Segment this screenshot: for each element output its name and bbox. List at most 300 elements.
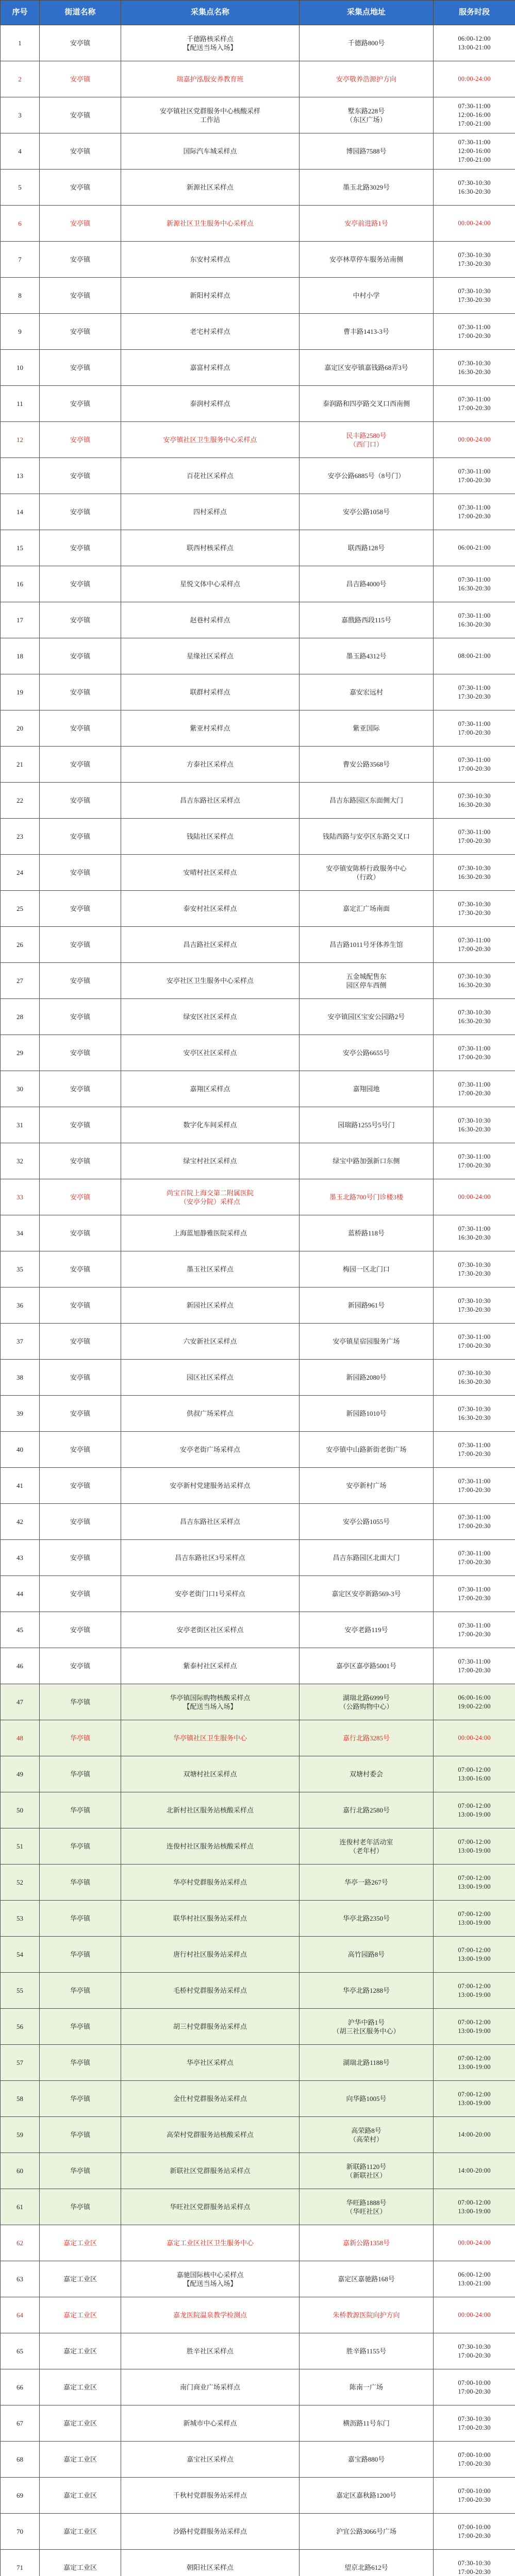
table-row — [1, 278, 515, 314]
row-street: 安亭镇 — [40, 1396, 121, 1432]
row-site-name: 新源社区采样点 — [121, 170, 300, 206]
row-no: 18 — [1, 638, 40, 674]
row-address: 安亭新村广场 — [300, 1468, 434, 1504]
row-street: 嘉定工业区 — [40, 2442, 121, 2478]
row-address: 新园路961号 — [300, 1287, 434, 1324]
row-site-name: 安亭新村党建服务站采样点 — [121, 1468, 300, 1504]
table-row — [1, 1468, 515, 1504]
row-address: 梅园一区北门口 — [300, 1251, 434, 1287]
table-row — [1, 530, 515, 566]
table-row — [1, 458, 515, 494]
row-site-name: 胜辛社区采样点 — [121, 2333, 300, 2369]
row-no: 62 — [1, 2225, 40, 2261]
row-site-name: 安亭老街广场采样点 — [121, 1432, 300, 1468]
row-street: 嘉定工业区 — [40, 2333, 121, 2369]
row-site-name: 唐行村社区服务站采样点 — [121, 1937, 300, 1973]
row-address: 安亭公路1055号 — [300, 1504, 434, 1540]
row-service-hours: 00:00-24:00 — [434, 1179, 515, 1215]
row-street: 华亭镇 — [40, 1901, 121, 1937]
table-row — [1, 386, 515, 422]
row-street: 华亭镇 — [40, 1973, 121, 2009]
row-site-name: 千德路核采样点 【配送当场入场】 — [121, 25, 300, 61]
row-site-name: 华亭社区采样点 — [121, 2045, 300, 2081]
row-no: 33 — [1, 1179, 40, 1215]
row-site-name: 安亭区社区采样点 — [121, 1035, 300, 1071]
row-address: 横沥路11号东门 — [300, 2405, 434, 2442]
row-address: 嘉安宏远村 — [300, 674, 434, 710]
row-site-name: 华亭镇社区卫生服务中心 — [121, 1720, 300, 1756]
row-no: 48 — [1, 1720, 40, 1756]
row-site-name: 胡三村党群服务站采样点 — [121, 2009, 300, 2045]
row-street: 安亭镇 — [40, 1612, 121, 1648]
row-address: 嘉行北路3285号 — [300, 1720, 434, 1756]
row-service-hours: 06:00-12:00 13:00-21:00 — [434, 2261, 515, 2297]
row-site-name: 安亭镇社区党群服务中心核酸采样 工作站 — [121, 97, 300, 133]
row-no: 3 — [1, 97, 40, 133]
row-no: 36 — [1, 1287, 40, 1324]
table-row — [1, 1107, 515, 1143]
table-row — [1, 2261, 515, 2297]
row-site-name: 瑞嘉护泓服安养教育班 — [121, 61, 300, 97]
row-no: 63 — [1, 2261, 40, 2297]
row-address: 民丰路2580号 （西门口） — [300, 422, 434, 458]
row-street: 安亭镇 — [40, 1035, 121, 1071]
table-body — [1, 25, 515, 2576]
row-service-hours: 07:30-10:30 16:30-20:30 — [434, 999, 515, 1035]
row-address: 向华路1005号 — [300, 2081, 434, 2117]
row-no: 54 — [1, 1937, 40, 1973]
table-row — [1, 2189, 515, 2225]
row-service-hours: 14:00-20:00 — [434, 2153, 515, 2189]
table-row — [1, 2369, 515, 2405]
row-site-name: 新园社区采样点 — [121, 1287, 300, 1324]
row-street: 安亭镇 — [40, 963, 121, 999]
row-site-name: 百花社区采样点 — [121, 458, 300, 494]
row-site-name: 墨玉社区采样点 — [121, 1251, 300, 1287]
row-no: 20 — [1, 710, 40, 747]
table-row — [1, 350, 515, 386]
row-site-name: 数字化车间采样点 — [121, 1107, 300, 1143]
row-site-name: 国际汽车城采样点 — [121, 133, 300, 170]
row-service-hours: 07:30-10:30 17:30-20:30 — [434, 242, 515, 278]
row-service-hours: 07:30-11:00 17:00-20:30 — [434, 1071, 515, 1107]
row-no: 24 — [1, 855, 40, 891]
row-service-hours: 07:30-10:30 17:00-20:30 — [434, 2550, 515, 2576]
row-address: 嘉定区安亭新路569-3号 — [300, 1576, 434, 1612]
table-row — [1, 674, 515, 710]
row-no: 64 — [1, 2297, 40, 2333]
table-row — [1, 710, 515, 747]
row-street: 安亭镇 — [40, 1432, 121, 1468]
row-site-name: 嘉驰国际核中心采样点 【配送当场入场】 — [121, 2261, 300, 2297]
table-row — [1, 2081, 515, 2117]
row-no: 34 — [1, 1215, 40, 1251]
row-no: 70 — [1, 2514, 40, 2550]
row-no: 53 — [1, 1901, 40, 1937]
row-address: 钱陆西路与安亭区东路交叉口 — [300, 819, 434, 855]
row-service-hours: 07:30-11:00 17:00-20:30 — [434, 1468, 515, 1504]
row-service-hours: 07:30-11:00 17:00-20:30 — [434, 927, 515, 963]
row-site-name: 紫泰村社区采样点 — [121, 1648, 300, 1684]
row-no: 2 — [1, 61, 40, 97]
row-service-hours: 07:00-12:00 13:00-19:00 — [434, 1828, 515, 1865]
row-address: 嘉行北路2580号 — [300, 1792, 434, 1828]
table-row — [1, 963, 515, 999]
table-row — [1, 2153, 515, 2189]
row-no: 69 — [1, 2478, 40, 2514]
row-street: 安亭镇 — [40, 458, 121, 494]
table-row — [1, 891, 515, 927]
row-street: 华亭镇 — [40, 2153, 121, 2189]
row-address: 嘉定汇广场南面 — [300, 891, 434, 927]
row-street: 安亭镇 — [40, 1143, 121, 1179]
row-no: 16 — [1, 566, 40, 602]
table-row — [1, 2117, 515, 2153]
row-no: 43 — [1, 1540, 40, 1576]
row-no: 11 — [1, 386, 40, 422]
table-row — [1, 206, 515, 242]
row-street: 安亭镇 — [40, 1576, 121, 1612]
row-no: 65 — [1, 2333, 40, 2369]
row-service-hours: 07:00-10:00 17:00-20:30 — [434, 2478, 515, 2514]
row-site-name: 华亭村党群服务站采样点 — [121, 1865, 300, 1901]
row-street: 安亭镇 — [40, 999, 121, 1035]
row-address: 嘉戬路西段115号 — [300, 602, 434, 638]
row-address: 湖瑞北路6999号 （公路购物中心） — [300, 1684, 434, 1720]
table-row — [1, 1901, 515, 1937]
row-street: 安亭镇 — [40, 1504, 121, 1540]
row-street: 安亭镇 — [40, 278, 121, 314]
row-site-name: 绿宝村社区采样点 — [121, 1143, 300, 1179]
table-row — [1, 638, 515, 674]
row-address: 墨玉北路700号门诊楼3楼 — [300, 1179, 434, 1215]
row-street: 嘉定工业区 — [40, 2261, 121, 2297]
row-service-hours: 00:00-24:00 — [434, 1720, 515, 1756]
row-site-name: 东安村采样点 — [121, 242, 300, 278]
table-row — [1, 783, 515, 819]
row-site-name: 昌吉东路社区采样点 — [121, 1504, 300, 1540]
row-address: 新园路2080号 — [300, 1360, 434, 1396]
row-site-name: 上海蓝旭静雅医院采样点 — [121, 1215, 300, 1251]
row-address: 昌吉东路园区东面侧大门 — [300, 783, 434, 819]
row-site-name: 毛桥村党群服务站采样点 — [121, 1973, 300, 2009]
row-address: 墨玉北路3029号 — [300, 170, 434, 206]
row-site-name: 嘉定工业区社区卫生服务中心 — [121, 2225, 300, 2261]
table-row — [1, 314, 515, 350]
row-no: 47 — [1, 1684, 40, 1720]
row-street: 嘉定工业区 — [40, 2369, 121, 2405]
row-address: 安亭老路119号 — [300, 1612, 434, 1648]
row-service-hours: 07:00-10:00 17:00-20:30 — [434, 2442, 515, 2478]
row-service-hours: 07:30-10:30 17:00-20:30 — [434, 2333, 515, 2369]
row-no: 9 — [1, 314, 40, 350]
row-site-name: 嘉富村采样点 — [121, 350, 300, 386]
row-address: 安亭公路1058号 — [300, 494, 434, 530]
row-street: 安亭镇 — [40, 1071, 121, 1107]
row-address: 新联路1120号 （新联社区） — [300, 2153, 434, 2189]
row-service-hours: 07:30-10:30 16:30-20:30 — [434, 170, 515, 206]
table-row — [1, 1612, 515, 1648]
table-row — [1, 1324, 515, 1360]
table-row — [1, 1251, 515, 1287]
row-service-hours: 07:00-12:00 13:00-19:00 — [434, 1792, 515, 1828]
row-street: 华亭镇 — [40, 1720, 121, 1756]
row-site-name: 供叔广场采样点 — [121, 1396, 300, 1432]
row-site-name: 连俊村社区服务站核酸采样点 — [121, 1828, 300, 1865]
row-no: 52 — [1, 1865, 40, 1901]
row-no: 56 — [1, 2009, 40, 2045]
row-no: 60 — [1, 2153, 40, 2189]
row-address: 昌吉路4000号 — [300, 566, 434, 602]
row-street: 嘉定工业区 — [40, 2297, 121, 2333]
table-row — [1, 2225, 515, 2261]
row-street: 嘉定工业区 — [40, 2550, 121, 2576]
row-street: 华亭镇 — [40, 1792, 121, 1828]
row-no: 37 — [1, 1324, 40, 1360]
row-address: 墨玉路4312号 — [300, 638, 434, 674]
header-site-name: 采集点名称 — [121, 1, 300, 25]
table-row — [1, 1035, 515, 1071]
row-service-hours: 07:00-12:00 13:00-19:00 — [434, 2009, 515, 2045]
row-service-hours: 07:30-10:30 17:30-20:30 — [434, 1287, 515, 1324]
row-service-hours: 07:30-11:00 17:00-20:30 — [434, 1648, 515, 1684]
row-site-name: 千秋村党群服务站采样点 — [121, 2478, 300, 2514]
row-service-hours: 07:30-11:00 17:00-20:30 — [434, 386, 515, 422]
table-row — [1, 422, 515, 458]
row-street: 华亭镇 — [40, 1756, 121, 1792]
row-site-name: 安晴村社区采样点 — [121, 855, 300, 891]
row-service-hours: 08:00-21:00 — [434, 638, 515, 674]
row-no: 23 — [1, 819, 40, 855]
table-row — [1, 1360, 515, 1396]
row-site-name: 新源社区卫生服务中心采样点 — [121, 206, 300, 242]
row-site-name: 双塘村社区采样点 — [121, 1756, 300, 1792]
row-street: 安亭镇 — [40, 710, 121, 747]
row-service-hours: 07:30-11:00 17:00-20:30 — [434, 1540, 515, 1576]
row-no: 39 — [1, 1396, 40, 1432]
row-service-hours: 07:30-11:00 17:00-20:30 — [434, 314, 515, 350]
row-service-hours: 14:00-20:00 — [434, 2117, 515, 2153]
row-address: 联西路128号 — [300, 530, 434, 566]
row-no: 25 — [1, 891, 40, 927]
row-no: 57 — [1, 2045, 40, 2081]
row-site-name: 四村采样点 — [121, 494, 300, 530]
row-address: 嘉定区安亭镇嘉钱路68弄3号 — [300, 350, 434, 386]
row-no: 51 — [1, 1828, 40, 1865]
row-address: 望京北路612号 — [300, 2550, 434, 2576]
row-no: 8 — [1, 278, 40, 314]
row-street: 华亭镇 — [40, 1937, 121, 1973]
row-service-hours: 07:30-11:00 17:00-20:30 — [434, 710, 515, 747]
row-address: 绿宝中路加强新口东侧 — [300, 1143, 434, 1179]
row-service-hours: 07:30-11:00 16:30-20:30 — [434, 566, 515, 602]
row-street: 安亭镇 — [40, 422, 121, 458]
row-address: 新园路1010号 — [300, 1396, 434, 1432]
row-no: 35 — [1, 1251, 40, 1287]
row-site-name: 安亭老街门口1号采样点 — [121, 1576, 300, 1612]
table-row — [1, 170, 515, 206]
row-address: 华亭北路2350号 — [300, 1901, 434, 1937]
row-no: 12 — [1, 422, 40, 458]
row-address: 嘉定区嘉驰路168号 — [300, 2261, 434, 2297]
row-no: 59 — [1, 2117, 40, 2153]
header-street: 街道名称 — [40, 1, 121, 25]
table-row — [1, 1648, 515, 1684]
row-address: 中村小学 — [300, 278, 434, 314]
row-no: 13 — [1, 458, 40, 494]
row-site-name: 联西村核采样点 — [121, 530, 300, 566]
row-site-name: 嘉宝社区采样点 — [121, 2442, 300, 2478]
row-no: 29 — [1, 1035, 40, 1071]
row-service-hours: 00:00-24:00 — [434, 2297, 515, 2333]
row-street: 嘉定工业区 — [40, 2478, 121, 2514]
row-address: 华亭北路1288号 — [300, 1973, 434, 2009]
row-address: 嘉定区嘉秋路1200号 — [300, 2478, 434, 2514]
row-address: 曹丰路1413-3号 — [300, 314, 434, 350]
row-no: 19 — [1, 674, 40, 710]
row-address: 华亭一路267号 — [300, 1865, 434, 1901]
row-site-name: 绿安区社区采样点 — [121, 999, 300, 1035]
table-row — [1, 1756, 515, 1792]
table-row — [1, 855, 515, 891]
row-no: 68 — [1, 2442, 40, 2478]
row-street: 安亭镇 — [40, 530, 121, 566]
table-row — [1, 1937, 515, 1973]
row-no: 49 — [1, 1756, 40, 1792]
table-row — [1, 819, 515, 855]
row-no: 46 — [1, 1648, 40, 1684]
row-service-hours: 07:00-12:00 13:00-19:00 — [434, 2189, 515, 2225]
row-street: 安亭镇 — [40, 206, 121, 242]
row-site-name: 星悦文体中心采样点 — [121, 566, 300, 602]
row-address: 高竹园路8号 — [300, 1937, 434, 1973]
row-no: 61 — [1, 2189, 40, 2225]
row-address: 安亭镇安陈桥行政服务中心 （行政） — [300, 855, 434, 891]
row-site-name: 金仕村党群服务站采样点 — [121, 2081, 300, 2117]
row-service-hours: 07:00-10:00 17:00-20:30 — [434, 2514, 515, 2550]
row-service-hours: 07:30-10:30 16:30-20:30 — [434, 855, 515, 891]
row-site-name: 北新村社区服务站核酸采样点 — [121, 1792, 300, 1828]
row-service-hours: 07:30-11:00 17:00-20:30 — [434, 1035, 515, 1071]
row-service-hours: 07:30-11:00 17:00-20:30 — [434, 1324, 515, 1360]
row-address: 安亭公路6885号（8号门） — [300, 458, 434, 494]
row-address: 园瑞路1255号5号门 — [300, 1107, 434, 1143]
row-site-name: 昌吉东路社区3号采样点 — [121, 1540, 300, 1576]
row-site-name: 华亭镇国际购物核酸采样点 【配送当场入场】 — [121, 1684, 300, 1720]
row-site-name: 新阳村采样点 — [121, 278, 300, 314]
row-service-hours: 07:30-10:30 17:00-20:30 — [434, 2405, 515, 2442]
row-no: 40 — [1, 1432, 40, 1468]
table-row — [1, 1071, 515, 1107]
row-site-name: 赵巷村采样点 — [121, 602, 300, 638]
table-row — [1, 1504, 515, 1540]
row-no: 15 — [1, 530, 40, 566]
row-street: 安亭镇 — [40, 891, 121, 927]
row-street: 安亭镇 — [40, 61, 121, 97]
row-no: 7 — [1, 242, 40, 278]
row-service-hours: 00:00-24:00 — [434, 61, 515, 97]
row-address: 沪华中路1号 （胡三社区服务中心） — [300, 2009, 434, 2045]
row-no: 27 — [1, 963, 40, 999]
row-no: 17 — [1, 602, 40, 638]
row-address: 嘉宝路880号 — [300, 2442, 434, 2478]
row-address: 湖瑞北路1188号 — [300, 2045, 434, 2081]
row-street: 安亭镇 — [40, 25, 121, 61]
row-service-hours: 00:00-24:00 — [434, 2225, 515, 2261]
row-site-name: 安亭社区卫生服务中心采样点 — [121, 963, 300, 999]
row-site-name: 老宅村采样点 — [121, 314, 300, 350]
row-street: 华亭镇 — [40, 2117, 121, 2153]
table-row — [1, 1179, 515, 1215]
table-row — [1, 1792, 515, 1828]
row-street: 安亭镇 — [40, 855, 121, 891]
row-address: 沪宜公路3066号广场 — [300, 2514, 434, 2550]
row-no: 28 — [1, 999, 40, 1035]
row-address: 双塘村委会 — [300, 1756, 434, 1792]
row-service-hours: 07:30-11:00 16:30-20:30 — [434, 602, 515, 638]
row-address: 嘉翔园地 — [300, 1071, 434, 1107]
row-address: 安亭镇星宿园服务广场 — [300, 1324, 434, 1360]
row-street: 安亭镇 — [40, 783, 121, 819]
table-row — [1, 2405, 515, 2442]
row-street: 安亭镇 — [40, 747, 121, 783]
table-row — [1, 25, 515, 61]
table-row — [1, 1684, 515, 1720]
row-street: 安亭镇 — [40, 1324, 121, 1360]
row-no: 66 — [1, 2369, 40, 2405]
table-row — [1, 2009, 515, 2045]
table-row — [1, 927, 515, 963]
row-site-name: 安亭老街区社区采样点 — [121, 1612, 300, 1648]
row-site-name: 安亭镇社区卫生服务中心采样点 — [121, 422, 300, 458]
row-address: 陈南一广场 — [300, 2369, 434, 2405]
table-row — [1, 61, 515, 97]
row-no: 6 — [1, 206, 40, 242]
table-row — [1, 1287, 515, 1324]
row-site-name: 朝阳社区采样点 — [121, 2550, 300, 2576]
row-no: 55 — [1, 1973, 40, 2009]
row-street: 华亭镇 — [40, 2189, 121, 2225]
row-service-hours: 07:30-11:00 17:30-20:30 — [434, 674, 515, 710]
row-site-name: 尚宝百院上海交第二附属医院 （安亭分院）采样点 — [121, 1179, 300, 1215]
table-row — [1, 1576, 515, 1612]
row-site-name: 紫亚村采样点 — [121, 710, 300, 747]
row-service-hours: 07:30-11:00 17:00-20:30 — [434, 458, 515, 494]
row-service-hours: 07:30-11:00 17:00-20:30 — [434, 1504, 515, 1540]
row-site-name: 沙路村党群服务站采样点 — [121, 2514, 300, 2550]
row-service-hours: 07:00-12:00 13:00-19:00 — [434, 2081, 515, 2117]
row-service-hours: 07:30-11:00 16:30-20:30 — [434, 1215, 515, 1251]
row-service-hours: 07:30-10:30 16:30-20:30 — [434, 350, 515, 386]
row-site-name: 六安新社区采样点 — [121, 1324, 300, 1360]
table-row — [1, 1828, 515, 1865]
row-street: 安亭镇 — [40, 1215, 121, 1251]
row-address: 华旺路1888号 （华旺社区） — [300, 2189, 434, 2225]
row-street: 安亭镇 — [40, 350, 121, 386]
row-service-hours: 07:30-10:30 16:30-20:30 — [434, 1396, 515, 1432]
row-street: 安亭镇 — [40, 1648, 121, 1684]
row-street: 安亭镇 — [40, 314, 121, 350]
row-service-hours: 07:30-10:30 16:30-20:30 — [434, 963, 515, 999]
row-service-hours: 07:30-11:00 17:00-20:30 — [434, 1432, 515, 1468]
row-service-hours: 07:30-11:00 17:00-20:30 — [434, 1576, 515, 1612]
row-site-name: 联群村采样点 — [121, 674, 300, 710]
row-service-hours: 07:00-12:00 13:00-19:00 — [434, 1901, 515, 1937]
row-address: 昌吉东路园区北面大门 — [300, 1540, 434, 1576]
table-row — [1, 2297, 515, 2333]
row-address: 昌吉路1011号牙体养生馆 — [300, 927, 434, 963]
row-street: 安亭镇 — [40, 1179, 121, 1215]
